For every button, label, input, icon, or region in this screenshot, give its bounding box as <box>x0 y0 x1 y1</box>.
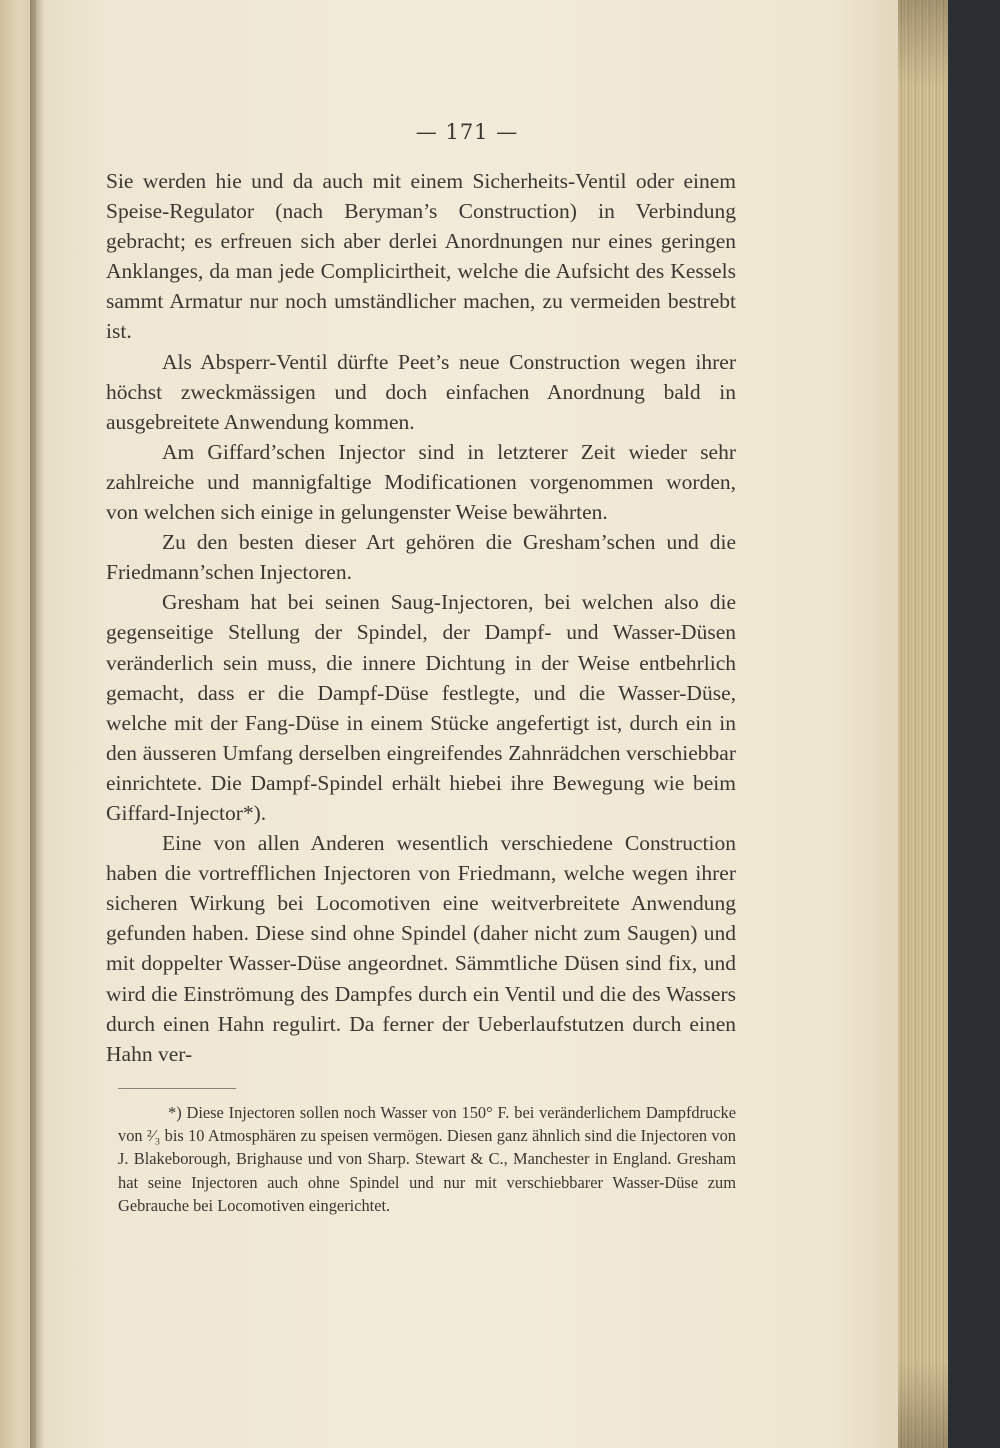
scan-background <box>948 0 1000 1448</box>
footnote-separator <box>118 1088 236 1089</box>
paragraph: Sie werden hie und da auch mit einem Sicherheits-Ventil oder einem Speise-Regulator (nach Beryman’s Construction) in Verbindung gebracht; es erfreuen sich aber derlei Anordnungen nur eines geringen Anklanges, da man jede Complicirtheit, welche die Aufsicht des Kessels sammt Armatur nur noch umständlicher machen, zu vermeiden bestrebt ist. <box>106 169 736 344</box>
footnote-text: *) Diese Injectoren sollen noch Wasser von 150° F. bei veränderlichem Dampfdrucke von ²⁄₃ bis 10 Atmosphären zu speisen vermögen. Diesen ganz ähnlich sind die Injectoren von J. Blakeborough, Brighause und von Sharp. Stewart & C., Manchester in England. Gresham hat seine Injectoren auch ohne Spindel und nur mit verschiebbarer Wasser-Düse zum Gebrauche bei Locomotiven eingerichtet. <box>118 1103 736 1215</box>
paragraph: Eine von allen Anderen wesentlich verschiedene Construction haben die vortrefflichen Injectoren von Friedmann, welche wegen ihrer sicheren Wirkung bei Locomotiven eine weitverbreitete Anwendung gefunden haben. Diese sind ohne Spindel (daher nicht zum Saugen) und mit doppelter Wasser-Düse angeordnet. Sämmtliche Düsen sind fix, und wird die Einströmung des Dampfes durch ein Ventil und die des Wassers durch einen Hahn regulirt. Da ferner der Ueberlaufstutzen durch einen Hahn ver- <box>106 831 736 1066</box>
body-text <box>106 166 736 1069</box>
footnote <box>118 1101 736 1217</box>
paragraph: Am Giffard’schen Injector sind in letzterer Zeit wieder sehr zahlreiche und mannigfaltige Modificationen vorgenommen worden, von welchen sich einige in gelungenster Weise bewährten. <box>106 439 736 525</box>
paragraph: Als Absperr-Ventil dürfte Peet’s neue Construction wegen ihrer höchst zweckmässigen und doch einfachen Anordnung bald in ausgebreitete Anwendung kommen. <box>106 349 736 434</box>
paragraph: Zu den besten dieser Art gehören die Gresham’schen und die Friedmann’schen Injectoren. <box>106 530 736 585</box>
page-stack-shade <box>898 0 948 1448</box>
page-number: — 171 — <box>415 120 519 144</box>
paragraph: Gresham hat bei seinen Saug-Injectoren, bei welchen also die gegenseitige Stellung der Spindel, der Dampf- und Wasser-Düsen veränderlich sein muss, die innere Dichtung in der Weise entbehrlich gemacht, dass er die Dampf-Düse festlegte, und die Wasser-Düse, welche mit der Fang-Düse in einem Stücke angefertigt ist, durch ein in den äusseren Umfang derselben eingreifendes Zahnrädchen verschiebbar einrichtete. Die Dampf-Spindel erhält hiebei ihre Bewegung wie beim Giffard-Injector*). <box>106 590 736 825</box>
gutter-shadow <box>30 0 44 1448</box>
